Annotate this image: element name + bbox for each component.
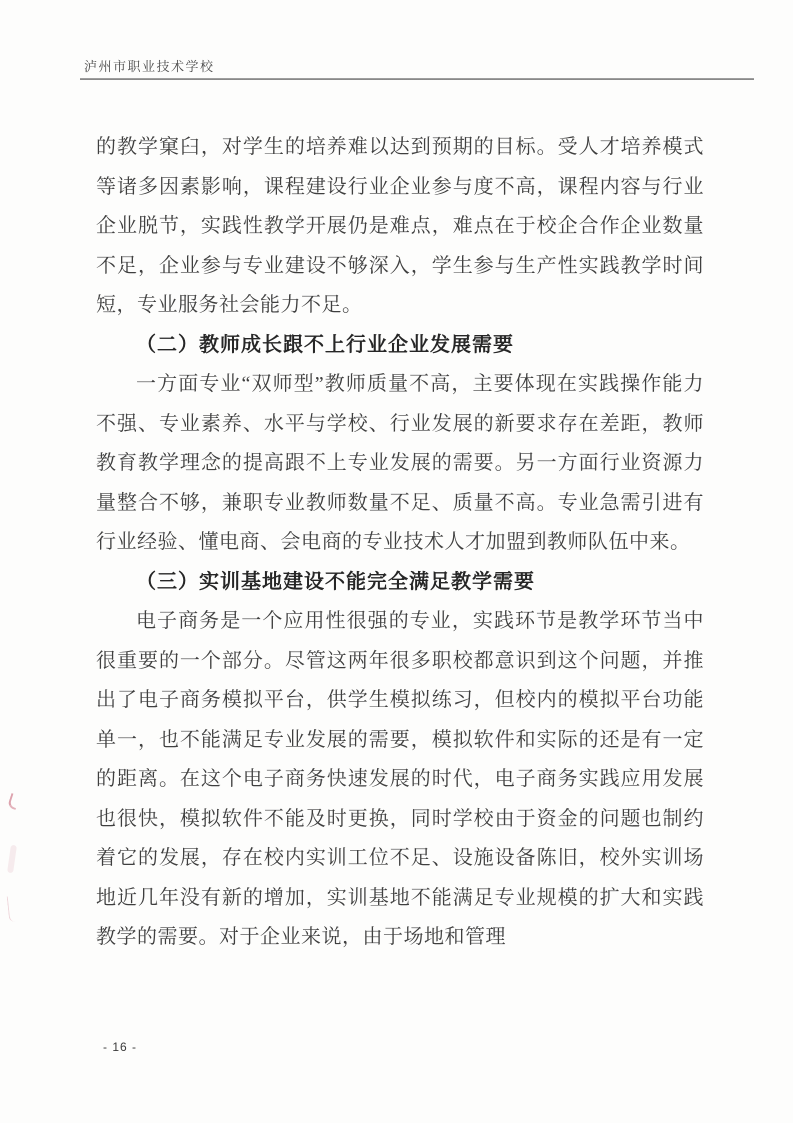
section-2-paragraph: 一方面专业“双师型”教师质量不高，主要体现在实践操作能力不强、专业素养、水平与学校、行业发展的新要求存在差距，教师教育教学理念的提高跟不上专业发展的需要。另一方面行业资源力量整合不够，兼职专业教师数量不足、质量不高。专业急需引进有行业经验、懂电商、会电商的专业技术人才加盟到教师队伍中来。 [96,373,704,553]
scan-artifact-mark [7,896,18,923]
page-header-school-name: 泸州市职业技术学校 [84,59,215,74]
paragraph-continuation: 的教学窠臼，对学生的培养难以达到预期的目标。受人才培养模式等诸多因素影响，课程建设行业企业参与度不高，课程内容与行业企业脱节，实践性教学开展仍是难点，难点在于校企合作企业数量不足，企业参与专业建设不够深入，学生参与生产性实践教学时间短，专业服务社会能力不足。 [96,136,704,316]
scan-artifact-mark [7,845,17,874]
section-3-paragraph: 电子商务是一个应用性很强的专业，实践环节是教学环节当中很重要的一个部分。尽管这两年很多职校都意识到这个问题，并推出了电子商务模拟平台，供学生模拟练习，但校内的模拟平台功能单一，也不能满足专业发展的需要，模拟软件和实际的还是有一定的距离。在这个电子商务快速发展的时代，电子商务实践应用发展也很快，模拟软件不能及时更换，同时学校由于资金的问题也制约着它的发展，存在校内实训工位不足、设施设备陈旧，校外实训场地近几年没有新的增加，实训基地不能满足专业规模的扩大和实践教学的需要。对于企业来说，由于场地和管理 [96,610,704,948]
header-divider-line [80,78,754,80]
document-body [96,128,704,958]
scan-artifact-mark [7,793,20,810]
page-number: - 16 - [103,1040,138,1054]
section-heading-2: （二）教师成长跟不上行业企业发展需要 [136,333,514,356]
section-heading-3: （三）实训基地建设不能完全满足教学需要 [136,570,535,593]
